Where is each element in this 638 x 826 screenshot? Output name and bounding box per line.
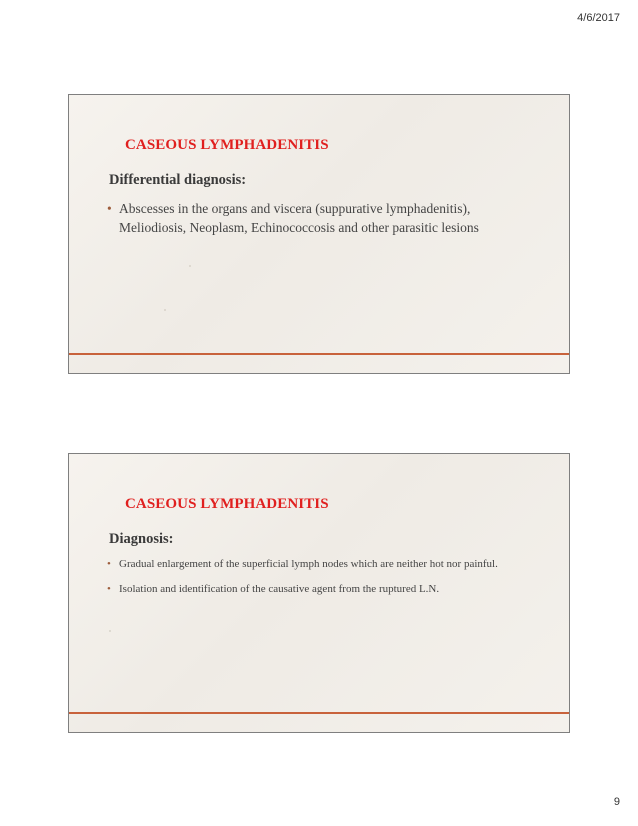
bottom-rule (69, 712, 569, 714)
bullet-item (107, 199, 539, 237)
slide-title: CASEOUS LYMPHADENITIS (125, 496, 329, 512)
texture-speck (109, 630, 111, 632)
bullet-dot-icon: • (107, 201, 112, 216)
texture-speck (189, 265, 191, 267)
page-number: 9 (613, 796, 620, 808)
texture-speck (164, 309, 166, 311)
section-heading: Diagnosis: (109, 531, 174, 547)
bullet-list (107, 199, 539, 237)
bullet-item (107, 583, 539, 597)
bullet-list (107, 558, 539, 607)
section-heading: Differential diagnosis: (109, 172, 247, 188)
bullet-dot-icon: • (107, 558, 111, 570)
slide-diagnosis (68, 453, 570, 733)
bullet-text: Abscesses in the organs and viscera (suppurative lymphadenitis), Meliodiosis, Neoplasm, Echinococcosis and other parasitic lesions (119, 201, 479, 235)
bullet-dot-icon: • (107, 582, 111, 595)
page-date: 4/6/2017 (577, 12, 620, 24)
slide-title: CASEOUS LYMPHADENITIS (125, 137, 329, 153)
bullet-item (107, 558, 539, 572)
bullet-text: Gradual enlargement of the superficial lymph nodes which are neither hot nor painful. (119, 558, 498, 570)
bottom-rule (69, 353, 569, 355)
slide-differential-diagnosis (68, 94, 570, 374)
bullet-text: Isolation and identification of the causative agent from the ruptured L.N. (119, 582, 440, 595)
